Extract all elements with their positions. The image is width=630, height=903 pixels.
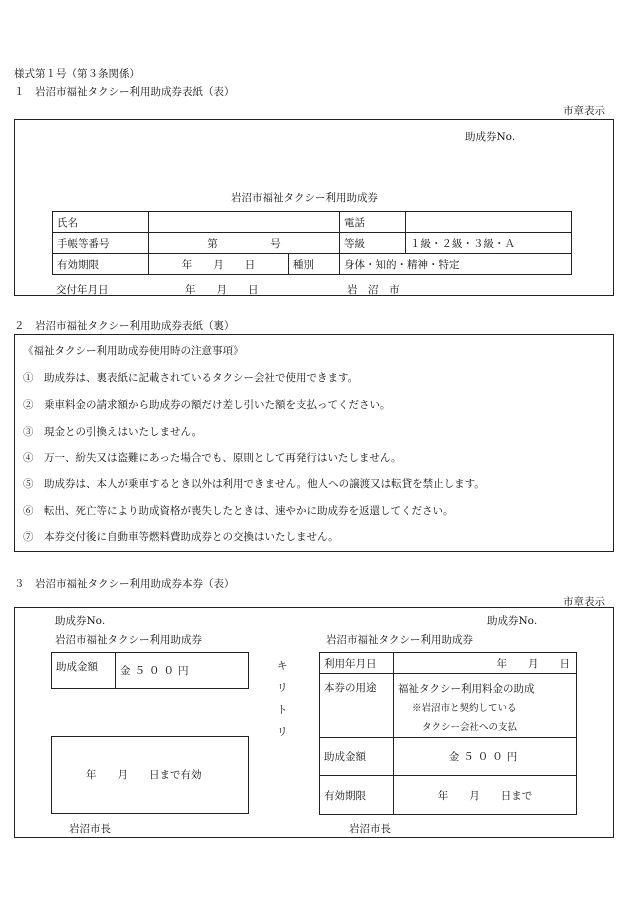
issue-date-value: 年 月 日	[185, 284, 259, 296]
ticket-seal-label: 市章表示	[563, 596, 605, 608]
section1-title: １ 岩沼市福祉タクシー利用助成券表紙（表）	[14, 86, 235, 98]
stub-amount-label: 助成金額	[52, 653, 116, 689]
issue-date-label: 交付年月日	[56, 284, 109, 296]
city-seal-label: 市章表示	[563, 105, 605, 117]
name-field[interactable]	[149, 212, 340, 233]
note-item: ④ 万一、紛失又は盗難にあった場合でも、原則として再発行はいたしません。	[23, 452, 402, 464]
stub-mayor: 岩沼市長	[69, 823, 111, 835]
stub-ticket-number: 助成券No.	[55, 615, 106, 627]
table-row	[320, 776, 577, 815]
issuer-name: 岩 沼 市	[347, 284, 400, 296]
handbook-number-label: 手帳等番号	[53, 233, 149, 254]
note-item: ⑤ 助成券は、本人が乗車するとき以外は利用できません。他人への譲渡又は転貸を禁止します。	[23, 478, 485, 490]
table-row	[320, 674, 577, 738]
section3-title: ３ 岩沼市福祉タクシー利用助成券本券（表）	[14, 578, 235, 590]
note-item: ⑥ 転出、死亡等により助成資格が喪失したときは、速やかに助成券を返還してください。	[23, 505, 454, 517]
cover-front-box	[14, 119, 614, 296]
ticket-amount-value: 金５００円	[394, 738, 577, 776]
purpose-note: ※岩沼市と契約している	[412, 703, 517, 714]
stub-amount-table	[51, 652, 249, 689]
purpose-label: 本券の用途	[320, 674, 394, 738]
table-row	[320, 653, 577, 674]
grade-options[interactable]: １級・２級・３級・Ａ	[406, 233, 572, 254]
stub-amount-value: 金５００円	[116, 653, 249, 689]
section2-title: ２ 岩沼市福祉タクシー利用助成券表紙（裏）	[14, 320, 235, 332]
stub-valid-box	[51, 736, 249, 814]
use-date-label: 利用年月日	[320, 653, 394, 674]
cover-title: 岩沼市福祉タクシー利用助成券	[231, 192, 378, 204]
phone-field[interactable]	[406, 212, 572, 233]
handbook-number-field[interactable]: 第 号	[149, 233, 340, 254]
stub-ticket-name: 岩沼市福祉タクシー利用助成券	[55, 634, 202, 646]
ticket-box	[14, 607, 614, 838]
table-row	[52, 653, 249, 689]
ticket-expiry-label: 有効期限	[320, 776, 394, 815]
phone-label: 電話	[340, 212, 406, 233]
purpose-line: 福祉タクシー利用料金の助成	[398, 683, 535, 695]
ticket-amount-label: 助成金額	[320, 738, 394, 776]
cut-line-char: キ	[277, 660, 288, 672]
expiry-label: 有効期限	[53, 254, 149, 275]
cut-line-char: リ	[277, 682, 288, 694]
ticket-detail-table	[319, 652, 577, 815]
ticket-expiry-value[interactable]: 年 月 日まで	[394, 776, 577, 815]
table-row	[53, 233, 572, 254]
form-label: 様式第１号（第３条関係）	[14, 68, 140, 80]
ticket-number-label: 助成券No.	[465, 131, 516, 143]
name-label: 氏名	[53, 212, 149, 233]
grade-label: 等級	[340, 233, 406, 254]
note-item: ③ 現金との引換えはいたしません。	[23, 426, 203, 438]
notes-heading: 《福祉タクシー利用助成券使用時の注意事項》	[23, 345, 244, 357]
category-label: 種別	[289, 254, 340, 275]
table-row	[53, 212, 572, 233]
note-item: ① 助成券は、裏表紙に記載されているタクシー会社で使用できます。	[23, 372, 359, 384]
stub-valid-text: 年 月 日まで有効	[86, 769, 202, 781]
table-row	[53, 254, 572, 275]
use-date-value[interactable]: 年 月 日	[394, 653, 577, 674]
category-options[interactable]: 身体・知的・精神・特定	[340, 254, 572, 275]
cut-line-char: ト	[277, 704, 288, 716]
purpose-cell	[394, 674, 577, 738]
expiry-field[interactable]: 年 月 日	[149, 254, 289, 275]
ticket-number: 助成券No.	[487, 615, 538, 627]
note-item: ⑦ 本券交付後に自動車等燃料費助成券との交換はいたしません。	[23, 531, 339, 543]
purpose-note: タクシー会社への支払	[422, 722, 518, 733]
note-item: ② 乗車料金の請求額から助成券の額だけ差し引いた額を支払ってください。	[23, 399, 391, 411]
notes-box	[14, 334, 614, 552]
table-row	[320, 738, 577, 776]
ticket-name: 岩沼市福祉タクシー利用助成券	[326, 634, 473, 646]
cut-line-char: リ	[277, 726, 288, 738]
ticket-mayor: 岩沼市長	[349, 823, 391, 835]
holder-info-table	[52, 211, 572, 275]
